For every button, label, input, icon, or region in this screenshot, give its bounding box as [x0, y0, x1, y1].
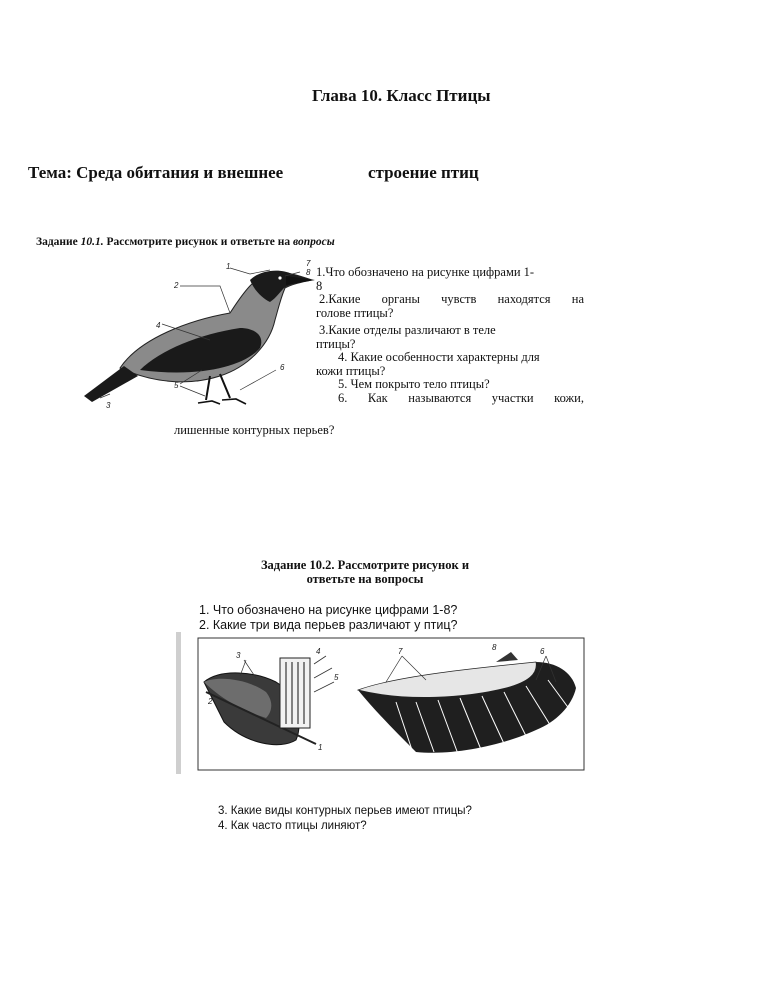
crow-label-4: 4: [156, 321, 161, 330]
feather-label-2: 2: [208, 697, 213, 706]
feather-label-4: 4: [316, 647, 321, 656]
feather-wing-illustration: [176, 632, 588, 774]
task1-q4b: кожи птицы?: [316, 363, 386, 378]
task2-q1: 1. Что обозначено на рисунке цифрами 1-8?: [199, 603, 458, 617]
feather-label-7: 7: [398, 647, 403, 656]
task2-q3: 3. Какие виды контурных перьев имеют птицы?: [218, 805, 472, 817]
crow-label-5: 5: [174, 381, 179, 390]
task1-q2b: голове птицы?: [316, 305, 394, 320]
topic-title-part2: строение птиц: [368, 163, 479, 182]
task1-q6a: 6. Как называются участки кожи,: [338, 390, 584, 405]
task2-title-line1: Задание 10.2. Рассмотрите рисунок и: [260, 558, 470, 572]
task1-emph: вопросы: [293, 236, 335, 248]
task2-heading: [206, 558, 524, 586]
task1-number: 10.1.: [80, 236, 104, 248]
task1-label: Задание: [36, 236, 78, 248]
crow-label-3: 3: [106, 401, 111, 410]
task2-q2: 2. Какие три вида перьев различают у птиц?: [199, 618, 458, 632]
task1-q2a: 2.Какие органы чувств находятся на: [319, 292, 584, 306]
crow-label-8: 8: [306, 268, 311, 277]
feather-label-6: 6: [540, 647, 545, 656]
task1-q1b: 8: [316, 278, 323, 293]
chapter-title: Глава 10. Класс Птицы: [312, 86, 491, 105]
task2-questions-bottom: [218, 804, 472, 834]
crow-label-7: 7: [306, 259, 311, 268]
task1-q5: 5. Чем покрыто тело птицы?: [338, 377, 490, 391]
crow-label-6: 6: [280, 363, 285, 372]
task1-q4a: 4. Какие особенности характерны для: [338, 350, 540, 364]
feather-label-8: 8: [492, 643, 497, 652]
crow-label-2: 2: [174, 281, 179, 290]
crow-illustration: [80, 258, 320, 418]
task2-q4: 4. Как часто птицы линяют?: [218, 820, 367, 832]
feather-label-3: 3: [236, 651, 241, 660]
task1-heading: [36, 236, 335, 248]
task1-q3b: птицы?: [316, 336, 356, 351]
task1-q1a: 1.Что обозначено на рисунке цифрами 1-: [316, 265, 535, 279]
task1-text: Рассмотрите рисунок и ответьте на: [106, 236, 291, 248]
task1-q3a: 3.Какие отделы различают в теле: [319, 323, 496, 337]
topic-title-part1: Тема: Среда обитания и внешнее: [28, 163, 284, 182]
feather-label-5: 5: [334, 673, 339, 682]
crow-label-1: 1: [226, 262, 231, 271]
task2-title-line2: ответьте на вопросы: [306, 572, 424, 586]
feather-label-1: 1: [318, 743, 323, 752]
task1-q6b: лишенные контурных перьев?: [174, 423, 335, 437]
task1-questions: [316, 266, 584, 405]
task2-questions-top: [199, 603, 457, 633]
